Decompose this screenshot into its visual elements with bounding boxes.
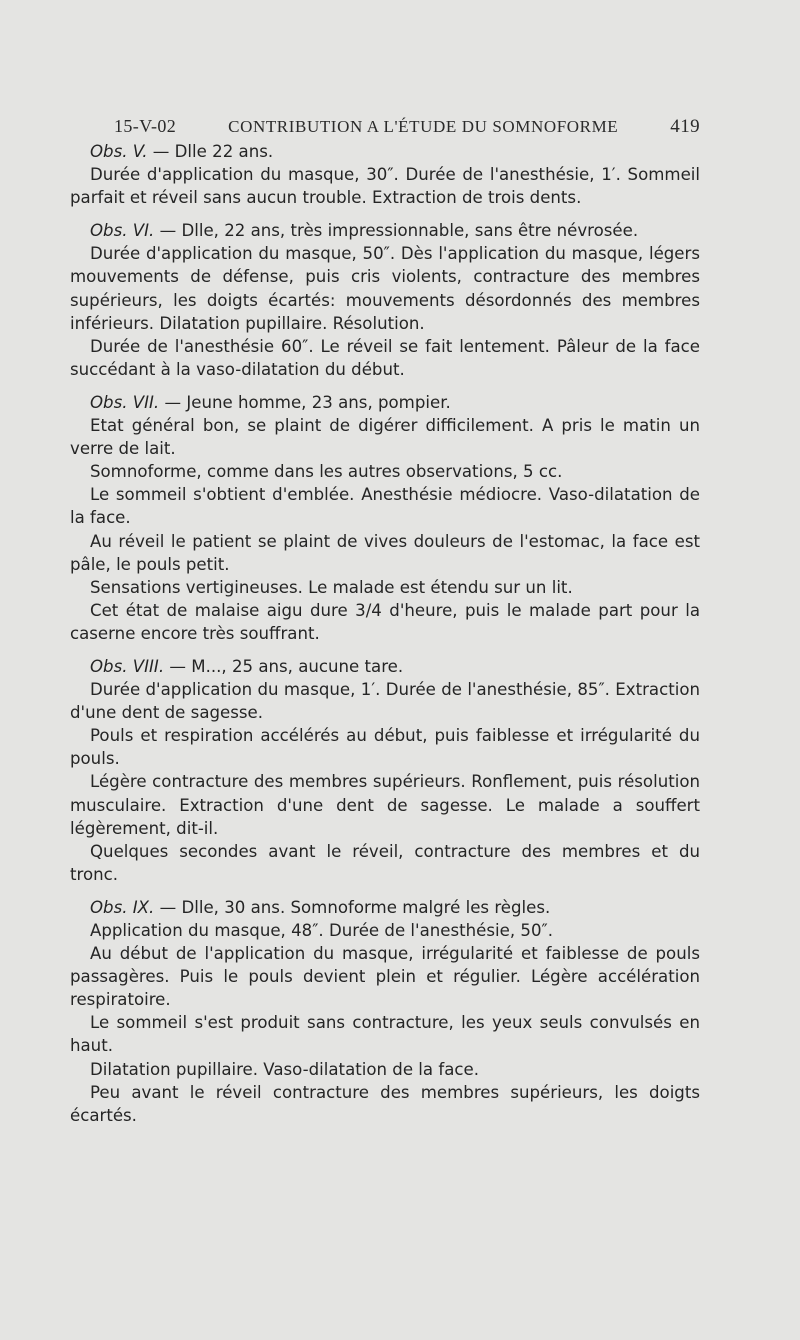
paragraph: Pouls et respiration accélérés au début, puis faiblesse et irrégularité du pouls.: [70, 726, 700, 769]
paragraph: Au début de l'application du masque, irrégularité et faiblesse de pouls passagères. Puis le pouls devient plein et régulier. Légère accélération respiratoire.: [70, 944, 700, 1010]
observation-label: Obs. V.: [90, 142, 148, 161]
observation-heading: [70, 655, 700, 678]
paragraph: Quelques secondes avant le réveil, contracture des membres et du tronc.: [70, 841, 700, 884]
paragraph: Le sommeil s'est produit sans contracture, les yeux seuls convulsés en haut.: [70, 1013, 700, 1056]
observation-label: Obs. VII.: [90, 392, 160, 412]
paragraph: Le sommeil s'obtient d'emblée. Anesthésie médiocre. Vaso-dilatation de la face.: [70, 485, 700, 528]
observation-label: Obs. IX.: [90, 897, 155, 917]
paragraph: Légère contracture des membres supérieurs. Ronflement, puis résolution musculaire. Extraction d'une dent de sagesse. Le malade a souffert légèrement, dit-il.: [70, 772, 700, 838]
paragraph: Durée d'application du masque, 1′. Durée de l'anesthésie, 85″. Extraction d'une dent de sagesse.: [70, 680, 700, 723]
paragraph: Cet état de malaise aigu dure 3/4 d'heure, puis le malade part pour la caserne encore très souffrant.: [70, 600, 700, 643]
paragraph: Peu avant le réveil contracture des membres supérieurs, les doigts écartés.: [70, 1082, 700, 1125]
body-text: [70, 140, 700, 1127]
observation-summary: — M..., 25 ans, aucune tare.: [164, 656, 404, 676]
paragraph: Durée d'application du masque, 50″. Dès l'application du masque, légers mouvements de défense, puis cris violents, contracture des membres supérieurs, les doigts écartés: mouvements désordonnés des membres inférieurs. Dilatation pupillaire. Résolution.: [70, 244, 700, 333]
observation-heading: [70, 896, 700, 919]
header-date: 15-V-02: [114, 116, 177, 136]
running-header: [114, 116, 700, 138]
paragraph: Au réveil le patient se plaint de vives douleurs de l'estomac, la face est pâle, le pouls petit.: [70, 531, 700, 574]
paragraph: Somnoforme, comme dans les autres observations, 5 cc.: [90, 462, 563, 482]
observation-summary: — Dlle, 22 ans, très impressionnable, sans être névrosée.: [154, 221, 639, 241]
paragraph: Durée de l'anesthésie 60″. Le réveil se fait lentement. Pâleur de la face succédant à la vaso-dilatation du début.: [70, 336, 700, 379]
observation-label: Obs. VI.: [90, 221, 155, 241]
observation-summary: — Jeune homme, 23 ans, pompier.: [159, 392, 451, 412]
page-number: 419: [670, 116, 700, 137]
paragraph: Durée d'application du masque, 30″. Durée de l'anesthésie, 1′. Sommeil parfait et réveil sans aucun trouble. Extraction de trois dents.: [70, 165, 700, 208]
observation-heading: [70, 140, 700, 163]
paragraph: Dilatation pupillaire. Vaso-dilatation de la face.: [90, 1059, 479, 1079]
observation-summary: — Dlle 22 ans.: [147, 142, 274, 161]
observation-heading: [70, 219, 700, 242]
paragraph: Etat général bon, se plaint de digérer difficilement. A pris le matin un verre de lait.: [70, 416, 700, 459]
observation-summary: — Dlle, 30 ans. Somnoforme malgré les règles.: [154, 897, 551, 917]
paragraph: Sensations vertigineuses. Le malade est étendu sur un lit.: [90, 577, 573, 597]
header-title: CONTRIBUTION A L'ÉTUDE DU SOMNOFORME: [228, 117, 619, 136]
observation-label: Obs. VIII.: [90, 656, 165, 676]
paragraph: Application du masque, 48″. Durée de l'anesthésie, 50″.: [90, 921, 553, 940]
observation-heading: [70, 391, 700, 414]
